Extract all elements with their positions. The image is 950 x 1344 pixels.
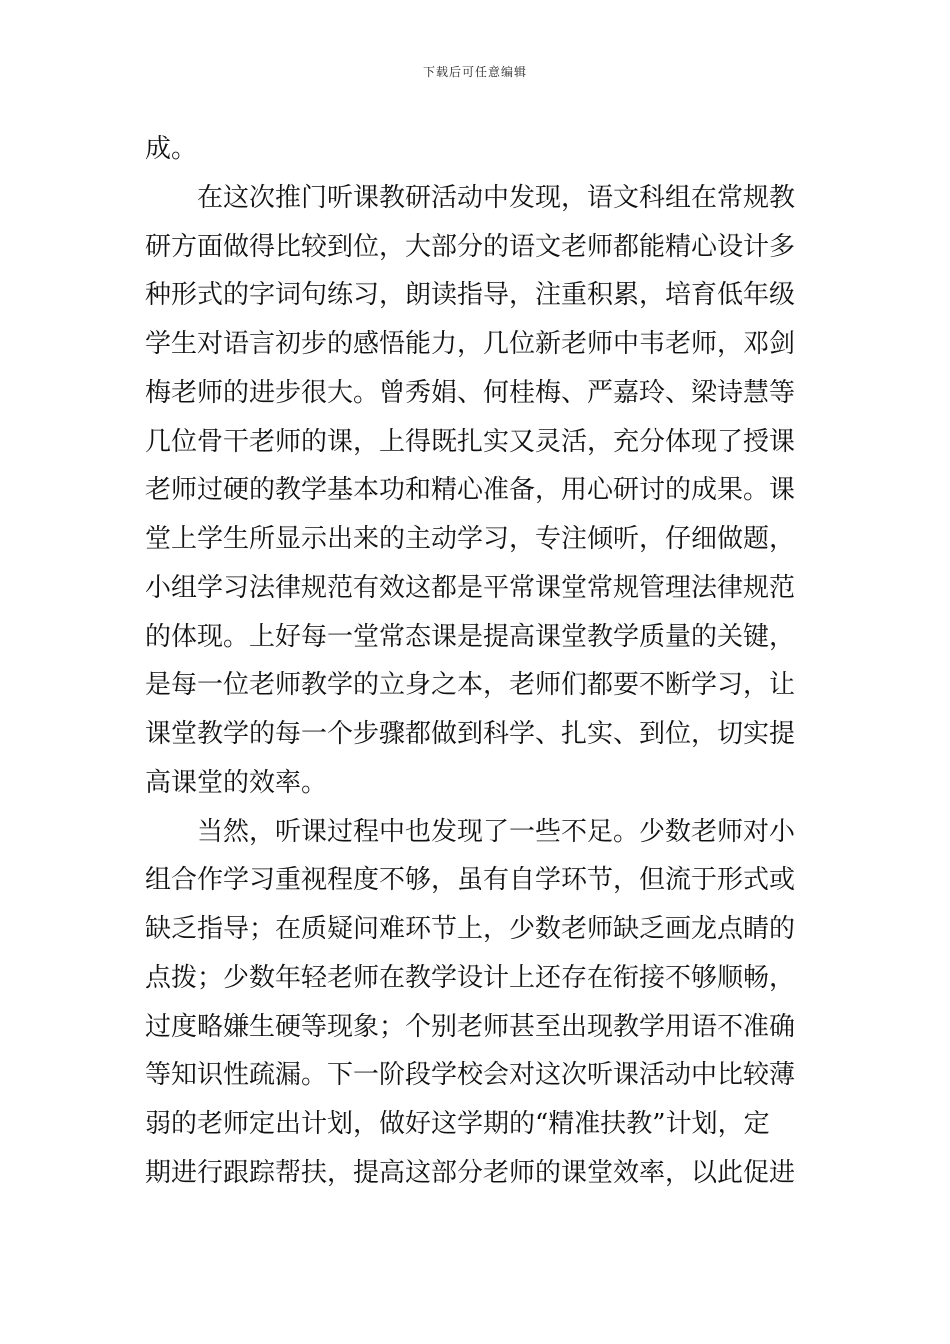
- text-line: 老师过硬的教学基本功和精心准备，用心研讨的成果。课: [145, 475, 796, 506]
- text-line: 梅老师的进步很大。曾秀娟、何桂梅、严嘉玲、梁诗慧等: [145, 377, 796, 408]
- text-line: 学生对语言初步的感悟能力，几位新老师中韦老师，邓剑: [145, 329, 796, 359]
- text-line: 当然，听课过程中也发现了一些不足。少数老师对小: [197, 816, 796, 847]
- paragraph-continuation: [145, 125, 810, 174]
- text-line: 缺乏指导；在质疑问难环节上，少数老师缺乏画龙点睛的: [145, 914, 796, 944]
- text-line: 课堂教学的每一个步骤都做到科学、扎实、到位，切实提: [145, 719, 796, 749]
- text-line: 弱的老师定出计划，做好这学期的“精准扶教”计划，定: [145, 1109, 770, 1139]
- text-line: 小组学习法律规范有效这都是平常课堂常规管理法律规范: [145, 572, 796, 603]
- text-line: 研方面做得比较到位，大部分的语文老师都能精心设计多: [145, 231, 796, 262]
- text-line: 组合作学习重视程度不够，虽有自学环节，但流于形式或: [145, 865, 796, 896]
- text-line: 高课堂的效率。: [145, 767, 328, 798]
- text-line: 在这次推门听课教研活动中发现，语文科组在常规教: [197, 182, 796, 213]
- page-header: 下载后可任意编辑: [422, 65, 527, 79]
- text-line: 等知识性疏漏。下一阶段学校会对这次听课活动中比较薄: [145, 1060, 796, 1091]
- text-line: 点拨；少数年轻老师在教学设计上还存在衔接不够顺畅，: [145, 962, 796, 993]
- text-line: 的体现。上好每一堂常态课是提高课堂教学质量的关键，: [145, 621, 796, 652]
- text-line: 期进行跟踪帮扶，提高这部分老师的课堂效率，以此促进: [145, 1157, 796, 1188]
- paragraph-shortcomings: [145, 808, 810, 1198]
- text-line: 过度略嫌生硬等现象；个别老师甚至出现教学用语不准确: [145, 1011, 796, 1042]
- text-line: 种形式的字词句练习，朗读指导，注重积累，培育低年级: [145, 280, 796, 311]
- paragraph-observations: [145, 174, 810, 808]
- text-line: 堂上学生所显示出来的主动学习，专注倾听，仔细做题，: [145, 524, 796, 554]
- document-body: [145, 125, 810, 1198]
- text-line: 是每一位老师教学的立身之本，老师们都要不断学习，让: [145, 670, 796, 701]
- text-line: 几位骨干老师的课，上得既扎实又灵活，充分体现了授课: [145, 426, 796, 457]
- text-line: 成。: [145, 134, 198, 164]
